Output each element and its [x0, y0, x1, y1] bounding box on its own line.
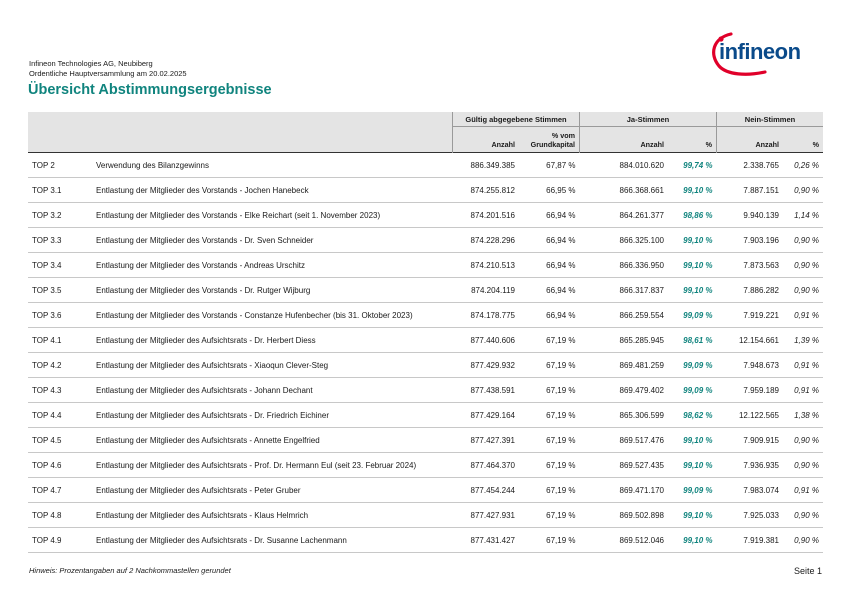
valid-votes-count: 877.464.370 [470, 460, 515, 470]
header-valid-count: Anzahl [453, 127, 520, 153]
no-votes-pct: 0,90 % [794, 260, 819, 270]
agenda-description: Entlastung der Mitglieder des Aufsichtsrats - Dr. Friedrich Eichiner [96, 410, 329, 420]
table-row [28, 303, 823, 328]
no-votes-count: 7.925.033 [743, 510, 779, 520]
valid-votes-count: 877.427.931 [470, 510, 515, 520]
valid-votes-pct: 67,19 % [546, 510, 576, 520]
logo-wordmark: infineon [719, 39, 801, 64]
agenda-description: Entlastung der Mitglieder des Vorstands - Andreas Urschitz [96, 260, 305, 270]
table-row [28, 253, 823, 278]
agenda-item: TOP 4.2 [32, 360, 62, 370]
agenda-item: TOP 4.5 [32, 435, 62, 445]
yes-votes-pct: 99,09 % [683, 310, 713, 320]
meeting-date: Ordentliche Hauptversammlung am 20.02.2025 [29, 68, 187, 78]
agenda-item: TOP 3.2 [32, 210, 62, 220]
yes-votes-count: 866.368.661 [619, 185, 664, 195]
valid-votes-count: 874.255.812 [470, 185, 515, 195]
yes-votes-count: 865.306.599 [619, 410, 664, 420]
yes-votes-pct: 99,10 % [683, 510, 713, 520]
valid-votes-count: 874.228.296 [470, 235, 515, 245]
agenda-description: Entlastung der Mitglieder des Aufsichtsrats - Klaus Helmrich [96, 510, 309, 520]
valid-votes-count: 877.427.391 [470, 435, 515, 445]
no-votes-count: 12.154.661 [738, 335, 779, 345]
no-votes-count: 7.887.151 [743, 185, 779, 195]
agenda-description: Entlastung der Mitglieder des Aufsichtsrats - Prof. Dr. Hermann Eul (seit 23. Februar 2024) [96, 460, 417, 470]
no-votes-count: 7.919.221 [743, 310, 779, 320]
yes-votes-count: 884.010.620 [619, 160, 664, 170]
agenda-item: TOP 4.1 [32, 335, 62, 345]
agenda-item: TOP 4.3 [32, 385, 62, 395]
no-votes-pct: 1,39 % [794, 335, 819, 345]
agenda-description: Entlastung der Mitglieder des Vorstands - Elke Reichart (seit 1. November 2023) [96, 210, 381, 220]
header-yes-pct: % [668, 127, 717, 153]
agenda-description: Entlastung der Mitglieder des Aufsichtsrats - Peter Gruber [96, 485, 301, 495]
valid-votes-pct: 67,19 % [546, 385, 576, 395]
agenda-description: Entlastung der Mitglieder des Vorstands - Jochen Hanebeck [96, 185, 309, 195]
no-votes-count: 7.873.563 [743, 260, 779, 270]
table-row [28, 178, 823, 203]
agenda-description: Verwendung des Bilanzgewinns [96, 160, 209, 170]
agenda-description: Entlastung der Mitglieder des Aufsichtsrats - Dr. Herbert Diess [96, 335, 316, 345]
company-name: Infineon Technologies AG, Neubiberg [29, 59, 153, 68]
company-info [29, 59, 187, 78]
yes-votes-pct: 99,10 % [683, 460, 713, 470]
table-row [28, 328, 823, 353]
infineon-logo [707, 26, 819, 78]
no-votes-pct: 0,90 % [794, 435, 819, 445]
yes-votes-pct: 99,10 % [683, 235, 713, 245]
yes-votes-pct: 99,10 % [683, 435, 713, 445]
agenda-item: TOP 2 [32, 160, 55, 170]
no-votes-count: 7.948.673 [743, 360, 779, 370]
yes-votes-count: 865.285.945 [619, 335, 664, 345]
valid-votes-count: 874.201.516 [470, 210, 515, 220]
agenda-item: TOP 4.9 [32, 535, 62, 545]
header-no-pct: % [783, 127, 823, 153]
no-votes-count: 12.122.565 [738, 410, 779, 420]
no-votes-count: 7.886.282 [743, 285, 779, 295]
no-votes-pct: 0,90 % [794, 510, 819, 520]
no-votes-pct: 0,91 % [794, 310, 819, 320]
yes-votes-count: 869.512.046 [619, 535, 664, 545]
page-title: Übersicht Abstimmungsergebnisse [28, 82, 272, 98]
header-valid-votes: Gültig abgegebene Stimmen [453, 112, 580, 127]
valid-votes-count: 877.429.164 [470, 410, 515, 420]
yes-votes-pct: 98,62 % [683, 410, 713, 420]
no-votes-pct: 0,90 % [794, 535, 819, 545]
no-votes-pct: 0,91 % [794, 360, 819, 370]
valid-votes-count: 886.349.385 [470, 160, 515, 170]
agenda-description: Entlastung der Mitglieder des Aufsichtsrats - Johann Dechant [96, 385, 313, 395]
yes-votes-pct: 99,09 % [683, 360, 713, 370]
no-votes-pct: 0,90 % [794, 460, 819, 470]
no-votes-count: 7.983.074 [743, 485, 779, 495]
agenda-item: TOP 3.4 [32, 260, 62, 270]
footnote: Hinweis: Prozentangaben auf 2 Nachkommastellen gerundet [29, 566, 231, 575]
table-row [28, 503, 823, 528]
table-row [28, 203, 823, 228]
valid-votes-pct: 67,19 % [546, 360, 576, 370]
valid-votes-count: 874.204.119 [471, 285, 515, 295]
header-valid-pct-line2: Grundkapital [530, 139, 575, 149]
agenda-item: TOP 3.3 [32, 235, 62, 245]
yes-votes-count: 869.527.435 [619, 460, 664, 470]
table-row [28, 378, 823, 403]
table-row [28, 453, 823, 478]
table-row [28, 278, 823, 303]
agenda-description: Entlastung der Mitglieder des Aufsichtsrats - Xiaoqun Clever-Steg [96, 360, 329, 370]
valid-votes-pct: 67,19 % [546, 485, 576, 495]
valid-votes-pct: 67,19 % [546, 335, 576, 345]
no-votes-count: 2.338.765 [743, 160, 779, 170]
yes-votes-count: 866.325.100 [619, 235, 664, 245]
header-valid-pct-line1: % vom [551, 131, 575, 140]
agenda-item: TOP 4.8 [32, 510, 62, 520]
valid-votes-pct: 67,87 % [546, 160, 576, 170]
yes-votes-pct: 99,10 % [683, 260, 713, 270]
agenda-item: TOP 3.1 [32, 185, 62, 195]
page-number: Seite 1 [793, 566, 822, 576]
yes-votes-count: 869.502.898 [619, 510, 664, 520]
valid-votes-count: 877.440.606 [470, 335, 515, 345]
valid-votes-count: 877.431.427 [470, 535, 515, 545]
valid-votes-count: 874.210.513 [470, 260, 515, 270]
table-row [28, 228, 823, 253]
table-row [28, 528, 823, 553]
results-body [28, 153, 823, 553]
agenda-description: Entlastung der Mitglieder des Vorstands - Dr. Sven Schneider [96, 235, 314, 245]
yes-votes-pct: 98,61 % [683, 335, 713, 345]
no-votes-count: 7.903.196 [743, 235, 779, 245]
valid-votes-pct: 67,19 % [546, 535, 576, 545]
agenda-description: Entlastung der Mitglieder des Aufsichtsrats - Annette Engelfried [96, 435, 320, 445]
valid-votes-pct: 66,94 % [546, 285, 576, 295]
yes-votes-count: 864.261.377 [619, 210, 664, 220]
table-row [28, 403, 823, 428]
no-votes-count: 7.959.189 [743, 385, 779, 395]
valid-votes-pct: 66,94 % [546, 235, 576, 245]
header-no-votes: Nein-Stimmen [717, 112, 824, 127]
agenda-description: Entlastung der Mitglieder des Aufsichtsrats - Dr. Susanne Lachenmann [96, 535, 347, 545]
valid-votes-pct: 67,19 % [546, 435, 576, 445]
valid-votes-count: 877.429.932 [470, 360, 515, 370]
no-votes-pct: 0,90 % [794, 185, 819, 195]
agenda-description: Entlastung der Mitglieder des Vorstands - Constanze Hufenbecher (bis 31. Oktober 2023) [96, 310, 413, 320]
no-votes-pct: 0,91 % [794, 485, 819, 495]
yes-votes-pct: 99,09 % [683, 485, 713, 495]
yes-votes-pct: 99,10 % [683, 285, 713, 295]
no-votes-pct: 0,90 % [794, 285, 819, 295]
agenda-description: Entlastung der Mitglieder des Vorstands - Dr. Rutger Wijburg [96, 285, 311, 295]
agenda-item: TOP 3.6 [32, 310, 62, 320]
yes-votes-count: 869.481.259 [619, 360, 664, 370]
valid-votes-pct: 66,94 % [546, 210, 576, 220]
group-header-row [28, 112, 823, 127]
valid-votes-pct: 66,95 % [546, 185, 576, 195]
agenda-item: TOP 4.6 [32, 460, 62, 470]
yes-votes-pct: 99,10 % [683, 535, 713, 545]
yes-votes-count: 866.336.950 [619, 260, 664, 270]
table-row [28, 478, 823, 503]
header-yes-count: Anzahl [580, 127, 669, 153]
no-votes-count: 9.940.139 [743, 210, 779, 220]
valid-votes-pct: 66,94 % [546, 310, 576, 320]
agenda-item: TOP 4.4 [32, 410, 62, 420]
table-row [28, 428, 823, 453]
agenda-item: TOP 4.7 [32, 485, 62, 495]
header-no-count: Anzahl [717, 127, 784, 153]
no-votes-pct: 0,26 % [794, 160, 819, 170]
yes-votes-count: 866.259.554 [619, 310, 664, 320]
yes-votes-pct: 98,86 % [683, 210, 713, 220]
table-row [28, 153, 823, 178]
valid-votes-pct: 67,19 % [546, 410, 576, 420]
agenda-item: TOP 3.5 [32, 285, 62, 295]
yes-votes-pct: 99,74 % [683, 160, 713, 170]
yes-votes-count: 869.517.476 [619, 435, 664, 445]
header-valid-pct [519, 127, 580, 153]
valid-votes-pct: 67,19 % [546, 460, 576, 470]
yes-votes-pct: 99,10 % [683, 185, 713, 195]
header-yes-votes: Ja-Stimmen [580, 112, 717, 127]
yes-votes-pct: 99,09 % [683, 385, 713, 395]
yes-votes-count: 869.479.402 [619, 385, 664, 395]
voting-results-table [28, 112, 823, 553]
no-votes-count: 7.936.935 [743, 460, 779, 470]
sub-header-row [28, 127, 823, 153]
no-votes-pct: 1,38 % [794, 410, 819, 420]
no-votes-count: 7.919.381 [743, 535, 779, 545]
yes-votes-count: 869.471.170 [619, 485, 664, 495]
valid-votes-count: 877.454.244 [470, 485, 515, 495]
no-votes-pct: 0,90 % [794, 235, 819, 245]
no-votes-pct: 0,91 % [794, 385, 819, 395]
no-votes-count: 7.909.915 [743, 435, 779, 445]
table-row [28, 353, 823, 378]
valid-votes-pct: 66,94 % [546, 260, 576, 270]
yes-votes-count: 866.317.837 [619, 285, 664, 295]
no-votes-pct: 1,14 % [794, 210, 819, 220]
valid-votes-count: 874.178.775 [470, 310, 515, 320]
valid-votes-count: 877.438.591 [470, 385, 515, 395]
